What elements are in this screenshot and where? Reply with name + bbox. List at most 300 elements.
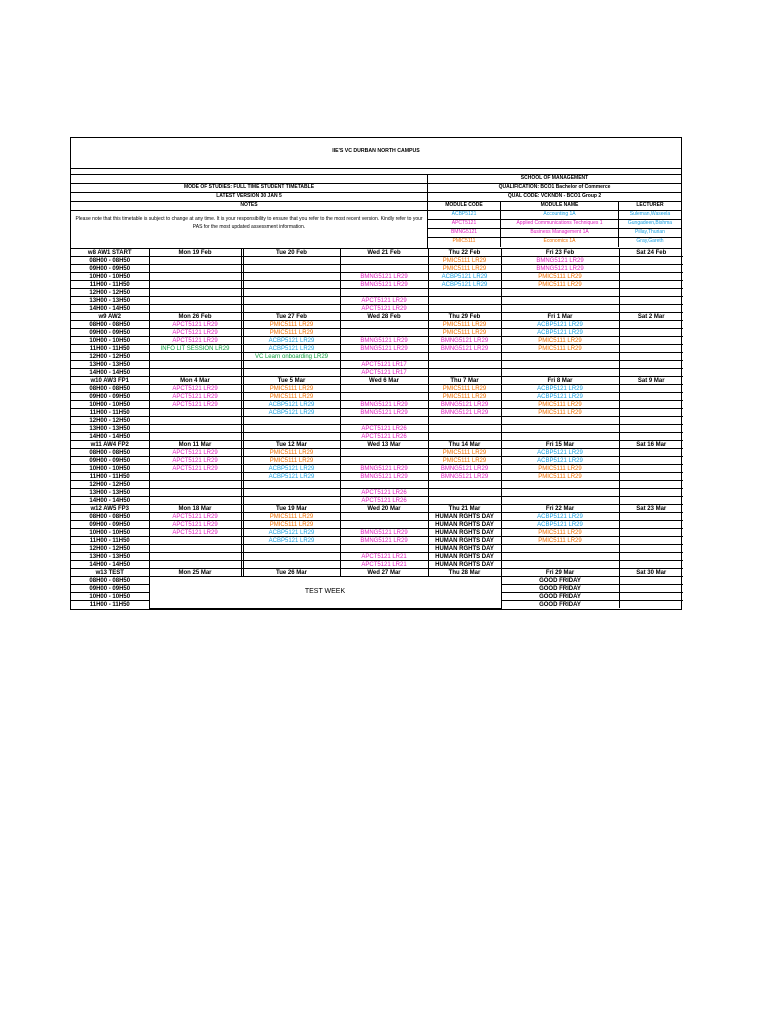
- class-cell: APCT5121 LR29: [149, 529, 241, 537]
- class-cell: [619, 257, 683, 265]
- class-cell: [619, 273, 683, 281]
- class-cell: HUMAN RGHTS DAY: [428, 529, 501, 537]
- time-slot: 14H00 - 14H50: [71, 305, 149, 313]
- class-cell: [243, 489, 340, 497]
- class-cell: PMIC5111 LR29: [501, 273, 619, 281]
- time-slot: 09H00 - 09H50: [71, 521, 149, 529]
- class-cell: [619, 497, 683, 505]
- class-cell: BMNG5121 LR29: [340, 537, 428, 545]
- time-slot-row: [71, 481, 683, 489]
- class-cell: APCT5121 LR26: [340, 489, 428, 497]
- time-slot-row: [71, 513, 683, 521]
- class-cell: [340, 449, 428, 457]
- day-header: Fri 22 Mar: [501, 505, 619, 513]
- class-cell: ACBP5121 LR29: [501, 449, 619, 457]
- day-header: Tue 12 Mar: [243, 441, 340, 449]
- day-header: Wed 28 Feb: [340, 313, 428, 321]
- class-cell: [619, 513, 683, 521]
- time-slot-row: [71, 489, 683, 497]
- time-slot-row: [71, 529, 683, 537]
- class-cell: ACBP5121 LR29: [428, 273, 501, 281]
- class-cell: BMNG5121 LR29: [340, 345, 428, 353]
- time-slot: 12H00 - 12H50: [71, 353, 149, 361]
- module-row: [428, 238, 681, 247]
- class-cell: [149, 473, 241, 481]
- time-slot: 13H00 - 13H50: [71, 425, 149, 433]
- time-slot: 14H00 - 14H50: [71, 433, 149, 441]
- time-slot-row: [71, 257, 683, 265]
- class-cell: PMIC5111 LR29: [243, 385, 340, 393]
- class-cell: BMNG5121 LR29: [428, 345, 501, 353]
- time-slot: 10H00 - 10H50: [71, 465, 149, 473]
- time-slot: 09H00 - 09H50: [71, 585, 149, 593]
- class-cell: BMNG5121 LR29: [340, 281, 428, 289]
- class-cell: [619, 393, 683, 401]
- class-cell: ACBP5121 LR29: [501, 321, 619, 329]
- day-header: Thu 21 Mar: [428, 505, 501, 513]
- class-cell: BMNG5121 LR29: [340, 465, 428, 473]
- class-cell: [149, 265, 241, 273]
- class-cell: [619, 353, 683, 361]
- module-code: BMNG5121: [428, 229, 501, 237]
- latest-version: LATEST VERSION 30 JAN 5: [71, 193, 428, 201]
- time-slot-row: [71, 545, 683, 553]
- day-header: Thu 7 Mar: [428, 377, 501, 385]
- time-slot: 13H00 - 13H50: [71, 489, 149, 497]
- class-cell: [243, 361, 340, 369]
- time-slot: 08H00 - 08H50: [71, 385, 149, 393]
- class-cell: PMIC5111 LR29: [501, 473, 619, 481]
- time-slot: 14H00 - 14H50: [71, 369, 149, 377]
- class-cell: [428, 305, 501, 313]
- class-cell: [619, 521, 683, 529]
- time-slot: 09H00 - 09H50: [71, 329, 149, 337]
- version-row: [71, 193, 681, 202]
- time-slot-row: [71, 361, 683, 369]
- time-slot-row: [71, 401, 683, 409]
- class-cell: PMIC5111 LR29: [501, 281, 619, 289]
- day-header: Sat 2 Mar: [619, 313, 683, 321]
- class-cell: [501, 489, 619, 497]
- day-header: Thu 22 Feb: [428, 249, 501, 257]
- class-cell: PMIC5111 LR29: [243, 513, 340, 521]
- week-header-row: [71, 505, 683, 513]
- class-cell: [619, 433, 683, 441]
- class-cell: PMIC5111 LR29: [501, 345, 619, 353]
- class-cell: [619, 473, 683, 481]
- time-slot: 12H00 - 12H50: [71, 289, 149, 297]
- day-header: Wed 6 Mar: [340, 377, 428, 385]
- class-cell: APCT5121 LR29: [149, 401, 241, 409]
- class-cell: APCT5121 LR29: [149, 337, 241, 345]
- time-slot-row: [71, 369, 683, 377]
- class-cell: [619, 481, 683, 489]
- time-slot-row: [71, 577, 683, 585]
- time-slot-row: [71, 337, 683, 345]
- class-cell: APCT5121 LR26: [340, 425, 428, 433]
- class-cell: BMNG5121 LR29: [340, 409, 428, 417]
- time-slot-row: [71, 473, 683, 481]
- class-cell: [428, 481, 501, 489]
- class-cell: [149, 297, 241, 305]
- module-row: [428, 229, 681, 238]
- class-cell: [619, 401, 683, 409]
- class-cell: [243, 497, 340, 505]
- time-slot: 13H00 - 13H50: [71, 553, 149, 561]
- class-cell: APCT5121 LR21: [340, 561, 428, 569]
- class-cell: [149, 561, 241, 569]
- time-slot-row: [71, 393, 683, 401]
- lecturer-header: LECTURER: [636, 202, 664, 208]
- class-cell: GOOD FRIDAY: [501, 585, 619, 593]
- day-header: Wed 13 Mar: [340, 441, 428, 449]
- class-cell: [243, 425, 340, 433]
- module-lecturer: Suleman,Waseela: [629, 211, 671, 217]
- class-cell: [243, 553, 340, 561]
- day-header: Wed 20 Mar: [340, 505, 428, 513]
- day-header: Sat 16 Mar: [619, 441, 683, 449]
- class-cell: PMIC5111 LR29: [243, 329, 340, 337]
- time-slot: 08H00 - 08H50: [71, 321, 149, 329]
- time-slot-row: [71, 385, 683, 393]
- class-cell: HUMAN RGHTS DAY: [428, 561, 501, 569]
- time-slot: 08H00 - 08H50: [71, 577, 149, 585]
- module-row: [428, 211, 681, 220]
- day-header: Tue 20 Feb: [243, 249, 340, 257]
- class-cell: PMIC5111 LR29: [243, 521, 340, 529]
- time-slot-row: [71, 345, 683, 353]
- class-cell: ACBP5121 LR29: [501, 513, 619, 521]
- class-cell: [340, 257, 428, 265]
- day-header: Sat 24 Feb: [619, 249, 683, 257]
- week-label: w11 AW4 FP2: [71, 441, 149, 449]
- class-cell: [501, 497, 619, 505]
- class-cell: [243, 417, 340, 425]
- class-cell: [149, 257, 241, 265]
- class-cell: ACBP5121 LR29: [243, 409, 340, 417]
- class-cell: INFO LIT SESSION LR29: [149, 345, 241, 353]
- time-slot-row: [71, 449, 683, 457]
- class-cell: [619, 489, 683, 497]
- time-slot-row: [71, 265, 683, 273]
- class-cell: ACBP5121 LR29: [501, 393, 619, 401]
- class-cell: ACBP5121 LR29: [243, 473, 340, 481]
- class-cell: PMIC5111 LR29: [243, 449, 340, 457]
- class-cell: [243, 289, 340, 297]
- qualification: QUALIFICATION: BCO1 Bachelor of Commerce: [498, 184, 611, 190]
- class-cell: PMIC5111 LR29: [243, 321, 340, 329]
- class-cell: PMIC5111 LR29: [428, 265, 501, 273]
- week-header-row: [71, 313, 683, 321]
- class-cell: ACBP5121 LR29: [243, 345, 340, 353]
- class-cell: ACBP5121 LR29: [501, 385, 619, 393]
- class-cell: APCT5121 LR29: [340, 297, 428, 305]
- day-header: Tue 26 Mar: [243, 569, 340, 577]
- module-lecturer: Pillay,Thurian: [635, 229, 665, 235]
- campus-title: IIE'S VC DURBAN NORTH CAMPUS: [71, 138, 681, 169]
- class-cell: APCT5121 LR29: [149, 321, 241, 329]
- class-cell: [619, 321, 683, 329]
- class-cell: [428, 489, 501, 497]
- class-cell: APCT5121 LR29: [149, 393, 241, 401]
- class-cell: [340, 353, 428, 361]
- class-cell: [340, 329, 428, 337]
- class-cell: [619, 553, 683, 561]
- week-header-row: [71, 377, 683, 385]
- class-cell: [619, 585, 683, 593]
- day-header: Wed 21 Feb: [340, 249, 428, 257]
- day-header: Mon 18 Mar: [149, 505, 241, 513]
- class-cell: [619, 329, 683, 337]
- class-cell: [501, 481, 619, 489]
- class-cell: [619, 289, 683, 297]
- time-slot-row: [71, 273, 683, 281]
- class-cell: PMIC5111 LR29: [428, 257, 501, 265]
- class-cell: ACBP5121 LR29: [243, 401, 340, 409]
- day-header: Tue 27 Feb: [243, 313, 340, 321]
- class-cell: [619, 297, 683, 305]
- timetable-grid-wrap: [71, 249, 681, 609]
- time-slot: 11H00 - 11H50: [71, 537, 149, 545]
- class-cell: PMIC5111 LR29: [501, 465, 619, 473]
- class-cell: BMNG5121 LR29: [428, 337, 501, 345]
- class-cell: [243, 281, 340, 289]
- week-label: w13 TEST: [71, 569, 149, 577]
- class-cell: [619, 337, 683, 345]
- time-slot: 08H00 - 08H50: [71, 449, 149, 457]
- class-cell: BMNG5121 LR29: [340, 337, 428, 345]
- time-slot: 11H00 - 11H50: [71, 473, 149, 481]
- class-cell: [340, 513, 428, 521]
- mode-row: [71, 184, 681, 193]
- class-cell: [149, 353, 241, 361]
- class-cell: [149, 273, 241, 281]
- day-header: Fri 29 Mar: [501, 569, 619, 577]
- class-cell: HUMAN RGHTS DAY: [428, 545, 501, 553]
- time-slot-row: [71, 305, 683, 313]
- time-slot-row: [71, 465, 683, 473]
- module-name: Economics 1A: [501, 238, 619, 247]
- class-cell: BMNG5121 LR29: [340, 473, 428, 481]
- time-slot-row: [71, 553, 683, 561]
- day-header: Fri 1 Mar: [501, 313, 619, 321]
- class-cell: [501, 305, 619, 313]
- notes-block: [71, 211, 681, 249]
- module-row: [428, 220, 681, 229]
- class-cell: APCT5121 LR29: [149, 457, 241, 465]
- class-cell: [149, 481, 241, 489]
- class-cell: [619, 577, 683, 585]
- class-cell: [501, 433, 619, 441]
- class-cell: [428, 497, 501, 505]
- class-cell: [501, 353, 619, 361]
- class-cell: [340, 393, 428, 401]
- class-cell: [619, 281, 683, 289]
- class-cell: GOOD FRIDAY: [501, 577, 619, 585]
- class-cell: [149, 361, 241, 369]
- class-cell: [340, 481, 428, 489]
- time-slot-row: [71, 537, 683, 545]
- class-cell: [340, 545, 428, 553]
- time-slot: 11H00 - 11H50: [71, 345, 149, 353]
- class-cell: HUMAN RGHTS DAY: [428, 553, 501, 561]
- class-cell: ACBP5121 LR29: [501, 457, 619, 465]
- class-cell: APCT5121 LR29: [149, 449, 241, 457]
- class-cell: BMNG5121 LR29: [428, 401, 501, 409]
- time-slot: 14H00 - 14H50: [71, 497, 149, 505]
- time-slot: 14H00 - 14H50: [71, 561, 149, 569]
- time-slot: 09H00 - 09H50: [71, 265, 149, 273]
- class-cell: BMNG5121 LR29: [428, 473, 501, 481]
- time-slot: 08H00 - 08H50: [71, 513, 149, 521]
- timetable-sheet: [70, 137, 682, 610]
- class-cell: PMIC5111 LR29: [501, 337, 619, 345]
- class-cell: [149, 281, 241, 289]
- class-cell: PMIC5111 LR29: [501, 529, 619, 537]
- class-cell: [243, 561, 340, 569]
- time-slot-row: [71, 457, 683, 465]
- time-slot: 12H00 - 12H50: [71, 545, 149, 553]
- class-cell: [428, 369, 501, 377]
- module-code: APCT5121: [428, 220, 501, 228]
- day-header: Sat 30 Mar: [619, 569, 683, 577]
- time-slot-row: [71, 425, 683, 433]
- class-cell: [619, 561, 683, 569]
- time-slot: 13H00 - 13H50: [71, 361, 149, 369]
- qual-code: QUAL CODE: VCKNDN - BCO1 Group 2: [507, 193, 602, 199]
- class-cell: HUMAN RGHTS DAY: [428, 537, 501, 545]
- time-slot-row: [71, 417, 683, 425]
- class-cell: PMIC5111 LR29: [243, 457, 340, 465]
- class-cell: BMNG5121 LR29: [340, 273, 428, 281]
- day-header: Sat 9 Mar: [619, 377, 683, 385]
- module-name-header: MODULE NAME: [501, 202, 619, 210]
- class-cell: [619, 385, 683, 393]
- class-cell: [340, 321, 428, 329]
- class-cell: [149, 305, 241, 313]
- day-header: Sat 23 Mar: [619, 505, 683, 513]
- class-cell: [149, 433, 241, 441]
- class-cell: PMIC5111 LR29: [428, 329, 501, 337]
- class-cell: [149, 425, 241, 433]
- module-code-header: MODULE CODE: [428, 202, 501, 210]
- class-cell: [243, 297, 340, 305]
- time-slot-row: [71, 353, 683, 361]
- class-cell: [243, 257, 340, 265]
- class-cell: GOOD FRIDAY: [501, 593, 619, 601]
- class-cell: [501, 297, 619, 305]
- class-cell: [619, 529, 683, 537]
- module-code: PMIC5111: [428, 238, 501, 247]
- class-cell: PMIC5111 LR29: [428, 393, 501, 401]
- day-header: Mon 11 Mar: [149, 441, 241, 449]
- class-cell: [501, 561, 619, 569]
- week-label: w10 AW3 FP1: [71, 377, 149, 385]
- week-label: w9 AW2: [71, 313, 149, 321]
- class-cell: [619, 545, 683, 553]
- class-cell: [149, 489, 241, 497]
- week-label: w8 AW1 START: [71, 249, 149, 257]
- class-cell: PMIC5111 LR29: [428, 385, 501, 393]
- time-slot-row: [71, 281, 683, 289]
- class-cell: PMIC5111 LR29: [501, 537, 619, 545]
- class-cell: PMIC5111 LR29: [428, 321, 501, 329]
- class-cell: APCT5121 LR29: [149, 329, 241, 337]
- day-header: Mon 19 Feb: [149, 249, 241, 257]
- module-name: Business Management 1A: [501, 229, 619, 237]
- class-cell: BMNG5121 LR29: [501, 265, 619, 273]
- class-cell: [501, 361, 619, 369]
- class-cell: APCT5121 LR29: [149, 521, 241, 529]
- class-cell: [619, 361, 683, 369]
- class-cell: [501, 417, 619, 425]
- class-cell: [428, 433, 501, 441]
- class-cell: HUMAN RGHTS DAY: [428, 513, 501, 521]
- class-cell: APCT5121 LR17: [340, 369, 428, 377]
- class-cell: BMNG5121 LR29: [340, 401, 428, 409]
- class-cell: [501, 425, 619, 433]
- day-header: Thu 29 Feb: [428, 313, 501, 321]
- class-cell: [243, 369, 340, 377]
- class-cell: APCT5121 LR29: [149, 465, 241, 473]
- class-cell: [243, 433, 340, 441]
- class-cell: ACBP5121 LR29: [428, 281, 501, 289]
- class-cell: [149, 537, 241, 545]
- time-slot: 10H00 - 10H50: [71, 273, 149, 281]
- day-header: Mon 26 Feb: [149, 313, 241, 321]
- time-slot: 11H00 - 11H50: [71, 409, 149, 417]
- class-cell: [501, 289, 619, 297]
- class-cell: [149, 417, 241, 425]
- class-cell: PMIC5111 LR29: [428, 449, 501, 457]
- class-cell: [428, 417, 501, 425]
- time-slot: 12H00 - 12H50: [71, 417, 149, 425]
- class-cell: [619, 305, 683, 313]
- time-slot: 08H00 - 08H50: [71, 257, 149, 265]
- class-cell: [428, 289, 501, 297]
- class-cell: [243, 545, 340, 553]
- class-cell: [619, 369, 683, 377]
- mode-of-studies: MODE OF STUDIES: FULL TIME STUDENT TIMETABLE: [71, 184, 428, 192]
- day-header: Tue 5 Mar: [243, 377, 340, 385]
- time-slot: 10H00 - 10H50: [71, 529, 149, 537]
- class-cell: [149, 545, 241, 553]
- class-cell: [243, 273, 340, 281]
- class-cell: [619, 593, 683, 601]
- class-cell: PMIC5111 LR29: [501, 409, 619, 417]
- module-name: Accounting 1A: [501, 211, 619, 219]
- class-cell: HUMAN RGHTS DAY: [428, 521, 501, 529]
- week-header-row: [71, 249, 683, 257]
- class-cell: [428, 361, 501, 369]
- time-slot: 09H00 - 09H50: [71, 457, 149, 465]
- class-cell: BMNG5121 LR29: [428, 409, 501, 417]
- time-slot: 13H00 - 13H50: [71, 297, 149, 305]
- day-header: Thu 14 Mar: [428, 441, 501, 449]
- class-cell: [619, 537, 683, 545]
- class-cell: BMNG5121 LR29: [340, 529, 428, 537]
- school-row: [71, 175, 681, 184]
- class-cell: APCT5121 LR29: [340, 305, 428, 313]
- class-cell: [619, 345, 683, 353]
- class-cell: [149, 289, 241, 297]
- time-slot: 10H00 - 10H50: [71, 337, 149, 345]
- timetable-grid: [71, 249, 683, 609]
- class-cell: [149, 497, 241, 505]
- module-lecturer: Gray,Gareth: [636, 238, 664, 244]
- class-cell: [340, 417, 428, 425]
- class-cell: ACBP5121 LR29: [243, 465, 340, 473]
